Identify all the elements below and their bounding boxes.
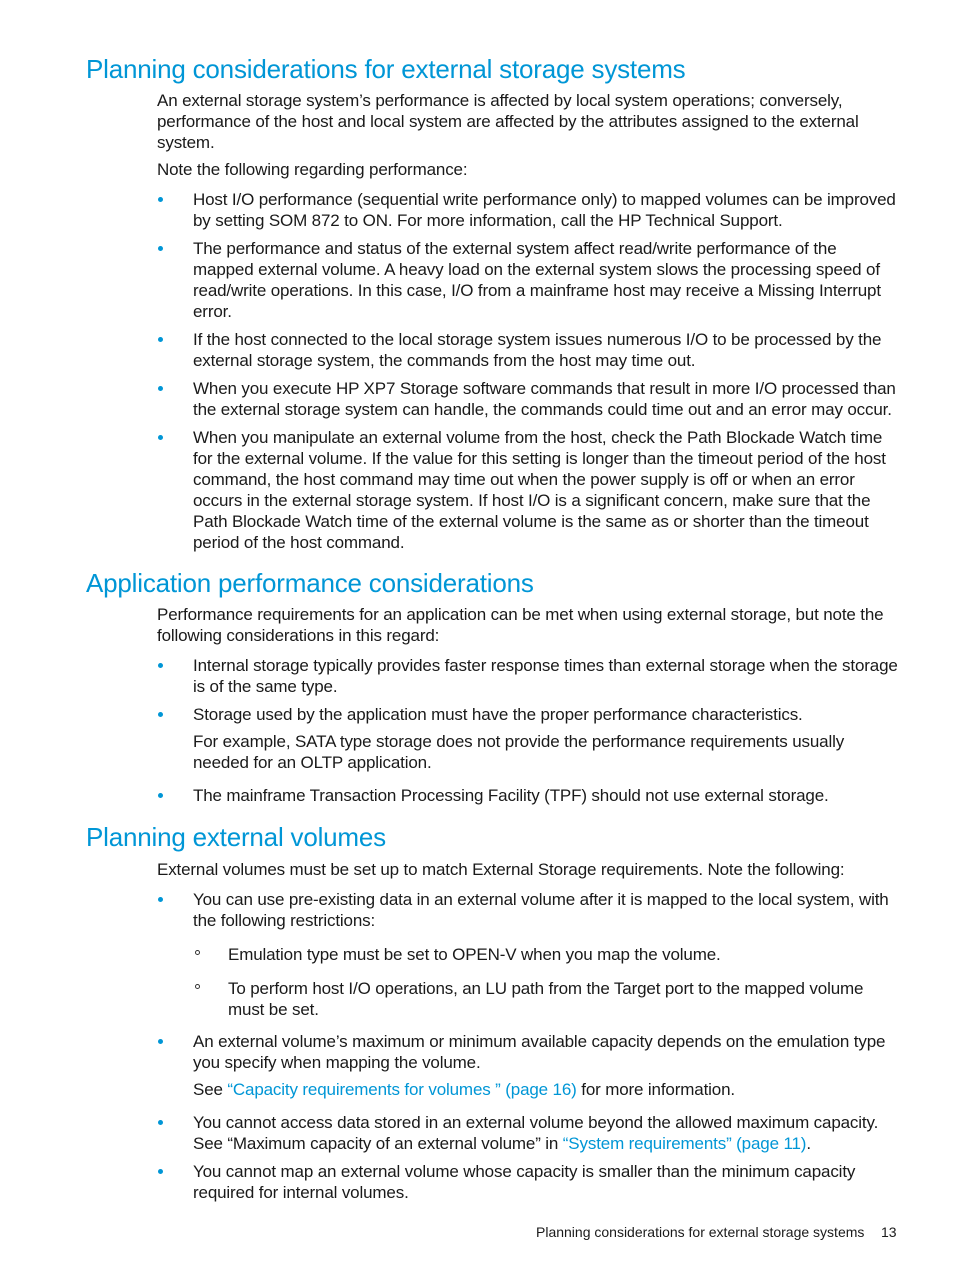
bullet-list-external-volumes	[157, 889, 899, 1203]
section-body-planning-external-volumes	[157, 859, 899, 1203]
list-item-note: For example, SATA type storage does not provide the performance requirements usually needed for an OLTP application.	[193, 732, 845, 772]
list-item: When you execute HP XP7 Storage software commands that result in more I/O processed than the external storage system can handle, the commands could time out and an error may occur.	[157, 378, 899, 420]
paragraph-note: Note the following regarding performance:	[157, 160, 468, 179]
list-item-text: An external volume’s maximum or minimum available capacity depends on the emulation type you specify when mapping the volume.	[193, 1032, 886, 1072]
list-item	[157, 1031, 899, 1100]
list-item: You cannot map an external volume whose capacity is smaller than the minimum capacity required for internal volumes.	[157, 1161, 899, 1203]
paragraph-intro: An external storage system’s performance is affected by local system operations; conversely, performance of the host and local system are affected by the attributes assigned to the external system.	[157, 91, 859, 152]
list-item: The performance and status of the external system affect read/write performance of the mapped external volume. A heavy load on the external system slows the processing speed of read/write operations. In this case, I/O from a mainframe host may receive a Missing Interrupt error.	[157, 238, 899, 322]
sub-list-item: Emulation type must be set to OPEN-V when you map the volume.	[193, 944, 899, 965]
list-item-text: You cannot access data stored in an external volume beyond the allowed maximum capacity. See “Maximum capacity of an external volume” in	[193, 1113, 879, 1153]
section-body-application-performance	[157, 604, 899, 806]
list-item-end: .	[806, 1134, 811, 1153]
sub-list-restrictions	[193, 944, 899, 1020]
footer-running-title: Planning considerations for external storage systems	[536, 1224, 865, 1240]
list-item-text: Storage used by the application must have the proper performance characteristics.	[193, 705, 803, 724]
sub-list-item: To perform host I/O operations, an LU path from the Target port to the mapped volume must be set.	[193, 978, 899, 1020]
section-heading-planning-external-volumes: Planning external volumes	[86, 822, 386, 852]
link-system-requirements[interactable]: “System requirements” (page 11)	[562, 1134, 807, 1153]
link-capacity-requirements[interactable]: “Capacity requirements for volumes ” (page 16)	[227, 1080, 577, 1099]
list-item: Internal storage typically provides faster response times than external storage when the storage is of the same type.	[157, 655, 899, 697]
paragraph-intro: External volumes must be set up to match External Storage requirements. Note the following:	[157, 860, 845, 879]
list-item-see-also	[193, 1079, 899, 1100]
see-prefix: See	[193, 1080, 228, 1099]
list-item	[157, 704, 899, 773]
list-item: If the host connected to the local storage system issues numerous I/O to be processed by the external storage system, the commands from the host may time out.	[157, 329, 899, 371]
list-item-text: You can use pre-existing data in an external volume after it is mapped to the local system, with the following restrictions:	[193, 890, 889, 930]
section-body-external-storage	[157, 90, 899, 553]
list-item: When you manipulate an external volume from the host, check the Path Blockade Watch time for the external volume. If the value for this setting is longer than the timeout period of the host command, the host command may time out when the power supply is off or when an error occurs in the external storage system. If host I/O is a significant concern, make sure that the Path Blockade Watch time of the external volume is the same as or shorter than the timeout period of the host command.	[157, 427, 899, 553]
section-heading-external-storage: Planning considerations for external storage systems	[86, 54, 686, 84]
list-item: The mainframe Transaction Processing Facility (TPF) should not use external storage.	[157, 785, 899, 806]
list-item: Host I/O performance (sequential write performance only) to mapped volumes can be improved by setting SOM 872 to ON. For more information, call the HP Technical Support.	[157, 189, 899, 231]
list-item	[157, 889, 899, 1020]
bullet-list-performance	[157, 189, 899, 553]
section-heading-application-performance: Application performance considerations	[86, 568, 534, 598]
see-suffix: for more information.	[576, 1080, 735, 1099]
paragraph-intro: Performance requirements for an application can be met when using external storage, but note the following considerations in this regard:	[157, 605, 884, 645]
bullet-list-application	[157, 655, 899, 806]
list-item	[157, 1112, 899, 1154]
footer-page-number: 13	[881, 1224, 897, 1240]
